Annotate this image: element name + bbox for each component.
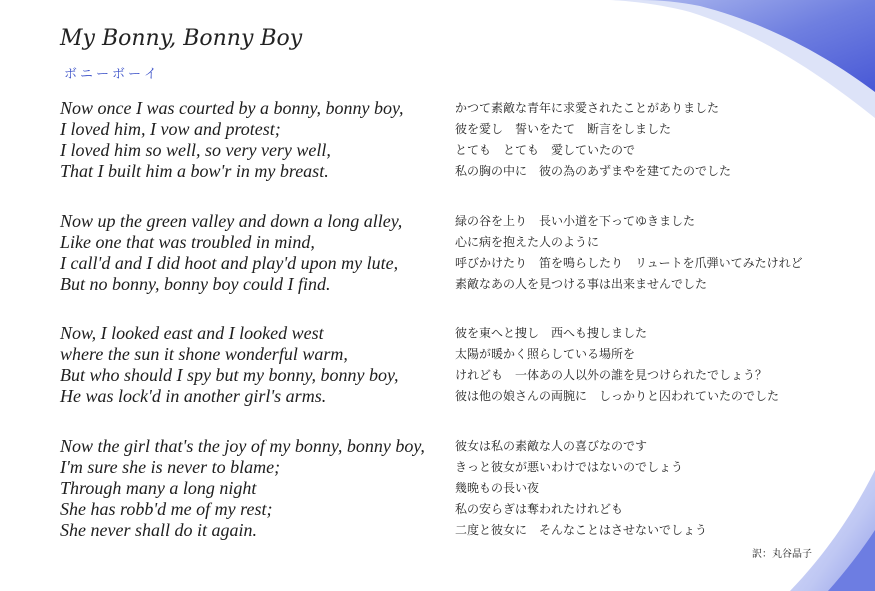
lyric-line-jp: 彼を東へと捜し 西へも捜しました bbox=[455, 326, 648, 340]
stanza-2-japanese bbox=[455, 211, 803, 295]
lyric-line-jp: 私の安らぎは奪われたけれども bbox=[455, 502, 624, 516]
lyric-line-en: She has robb'd me of my rest; bbox=[60, 499, 273, 519]
lyric-line-en: But no bonny, bonny boy could I find. bbox=[60, 274, 331, 294]
lyric-line-jp: 彼女は私の素敵な人の喜びなのです bbox=[455, 439, 648, 453]
lyric-line-en: where the sun it shone wonderful warm, bbox=[60, 344, 348, 364]
lyric-line-jp: 彼は他の娘さんの両腕に しっかりと囚われていたのでした bbox=[455, 389, 780, 403]
translator-credit: 訳：丸谷晶子 bbox=[752, 549, 812, 560]
lyric-line-en: He was lock'd in another girl's arms. bbox=[60, 386, 327, 406]
lyric-line-jp: 私の胸の中に 彼の為のあずまやを建てたのでした bbox=[455, 164, 732, 178]
lyric-line-jp: 呼びかけたり 笛を鳴らしたり リュートを爪弾いてみたけれど bbox=[455, 256, 803, 270]
lyric-line-en: Now the girl that's the joy of my bonny, bonny boy, bbox=[60, 436, 425, 456]
lyric-line-jp: 二度と彼女に そんなことはさせないでしょう bbox=[455, 523, 708, 537]
lyric-line-en: Through many a long night bbox=[60, 478, 257, 498]
lyric-line-en: I loved him so well, so very very well, bbox=[60, 140, 331, 160]
lyric-line-en: I'm sure she is never to blame; bbox=[60, 457, 281, 477]
lyric-line-en: I loved him, I vow and protest; bbox=[60, 119, 281, 139]
stanza-1-english bbox=[60, 98, 403, 182]
lyric-line-jp: きっと彼女が悪いわけではないのでしょう bbox=[455, 460, 684, 474]
lyric-line-jp: 心に病を抱えた人のように bbox=[455, 235, 600, 249]
stanza-4-english bbox=[60, 436, 425, 541]
lyric-line-en: Now once I was courted by a bonny, bonny boy, bbox=[60, 98, 404, 118]
lyric-line-jp: とても とても 愛していたので bbox=[455, 143, 636, 157]
stanza-4-japanese bbox=[455, 436, 707, 541]
lyric-line-jp: 幾晩もの長い夜 bbox=[455, 481, 540, 495]
lyric-line-jp: かつて素敵な青年に求愛されたことがありました bbox=[455, 101, 720, 115]
song-title: My Bonny, Bonny Boy bbox=[60, 26, 303, 51]
lyric-line-en: Now, I looked east and I looked west bbox=[60, 323, 324, 343]
lyric-line-en: But who should I spy but my bonny, bonny boy, bbox=[60, 365, 399, 385]
lyric-line-jp: けれども 一体あの人以外の誰を見つけられたでしょう？ bbox=[455, 368, 768, 382]
lyric-line-jp: 太陽が暖かく照らしている場所を bbox=[455, 347, 636, 361]
lyric-line-en: She never shall do it again. bbox=[60, 520, 257, 540]
stanza-2-english bbox=[60, 211, 402, 295]
lyric-line-jp: 素敵なあの人を見つける事は出来ませんでした bbox=[455, 277, 708, 291]
lyric-line-en: I call'd and I did hoot and play'd upon my lute, bbox=[60, 253, 399, 273]
stanza-3-english bbox=[60, 323, 398, 407]
lyric-line-jp: 彼を愛し 誓いをたて 断言をしました bbox=[455, 122, 672, 136]
stanza-1-japanese bbox=[455, 98, 731, 182]
lyric-line-en: Now up the green valley and down a long alley, bbox=[60, 211, 403, 231]
song-subtitle-japanese: ボニーボーイ bbox=[64, 67, 161, 82]
lyric-line-en: Like one that was troubled in mind, bbox=[60, 232, 315, 252]
stanza-3-japanese bbox=[455, 323, 779, 407]
lyric-line-en: That I built him a bow'r in my breast. bbox=[60, 161, 329, 181]
lyric-line-jp: 緑の谷を上り 長い小道を下ってゆきました bbox=[455, 214, 696, 228]
